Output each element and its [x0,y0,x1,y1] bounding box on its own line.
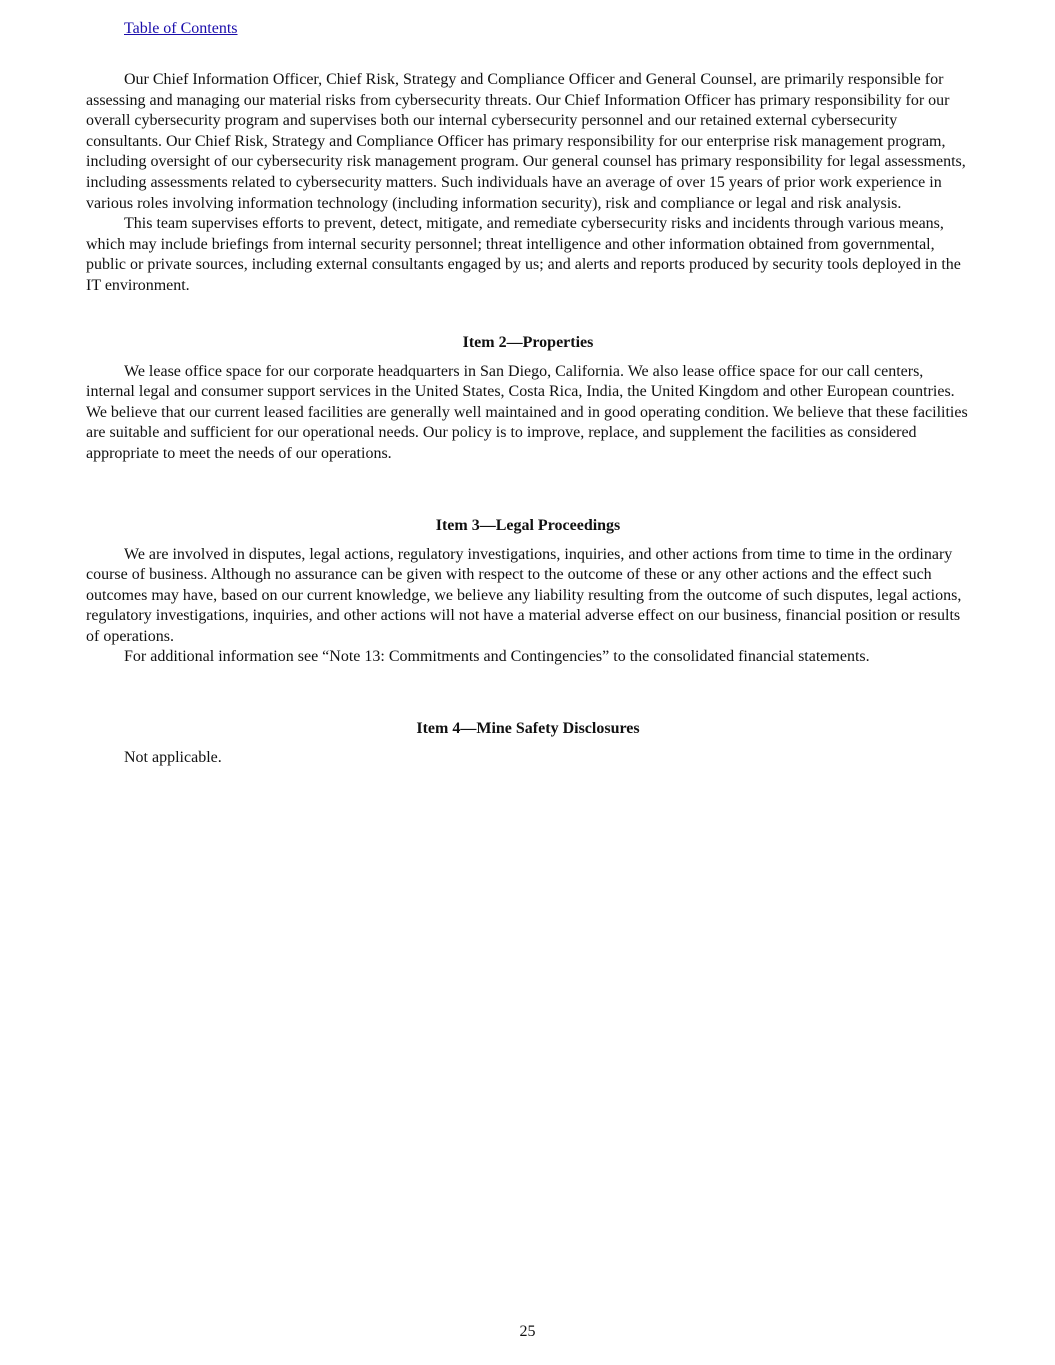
table-of-contents-link[interactable]: Table of Contents [124,20,238,37]
page-number: 25 [519,1323,536,1340]
cybersecurity-team-paragraph: This team supervises efforts to prevent, detect, mitigate, and remediate cybersecurity risks and incidents through various means, which may include briefings from internal security personnel; threat intelligence and other information obtained from governmental, public or private sources, including external consultants engaged by us; and alerts and reports produced by security tools deployed in the IT environment. [86,215,961,294]
mine-safety-paragraph: Not applicable. [124,749,222,767]
cybersecurity-responsibility-paragraph: Our Chief Information Officer, Chief Risk, Strategy and Compliance Officer and General Counsel, are primarily responsible for assessing and managing our material risks from cybersecurity threats. Our Chief Information Officer has primary responsibility for our overall cybersecurity program and supervises both our internal cybersecurity personnel and our retained external cybersecurity consultants. Our Chief Risk, Strategy and Compliance Officer has primary responsibility for our enterprise risk management program, including oversight of our cybersecurity risk management program. Our general counsel has primary responsibility for legal assessments, including assessments related to cybersecurity matters. Such individuals have an average of over 15 years of prior work experience in various roles involving information technology (including information security), risk and compliance or legal and risk analysis. [86,71,966,212]
additional-information-paragraph: For additional information see “Note 13: Commitments and Contingencies” to the consolidated financial statements. [124,648,870,666]
legal-proceedings-paragraph: We are involved in disputes, legal actions, regulatory investigations, inquiries, and other actions from time to time in the ordinary course of business. Although no assurance can be given with respect to the outcome of these or any other actions and the effect such outcomes may have, based on our current knowledge, we believe any liability resulting from the outcome of such disputes, legal actions, regulatory investigations, inquiries, and other actions will not have a material adverse effect on our business, financial position or results of operations. [86,545,962,645]
properties-paragraph: We lease office space for our corporate headquarters in San Diego, California. We also lease office space for our call centers, internal legal and consumer support services in the United States, Costa Rica, India, the United Kingdom and other European countries. We believe that our current leased facilities are generally well maintained and in good operating condition. We believe that these facilities are suitable and sufficient for our operational needs. Our policy is to improve, replace, and supplement the facilities as considered appropriate to meet the needs of our operations. [86,362,968,462]
item-3-heading: Item 3—Legal Proceedings [435,516,621,534]
item-4-heading: Item 4—Mine Safety Disclosures [416,720,640,738]
item-2-heading: Item 2—Properties [462,333,594,351]
document-body [86,70,970,769]
